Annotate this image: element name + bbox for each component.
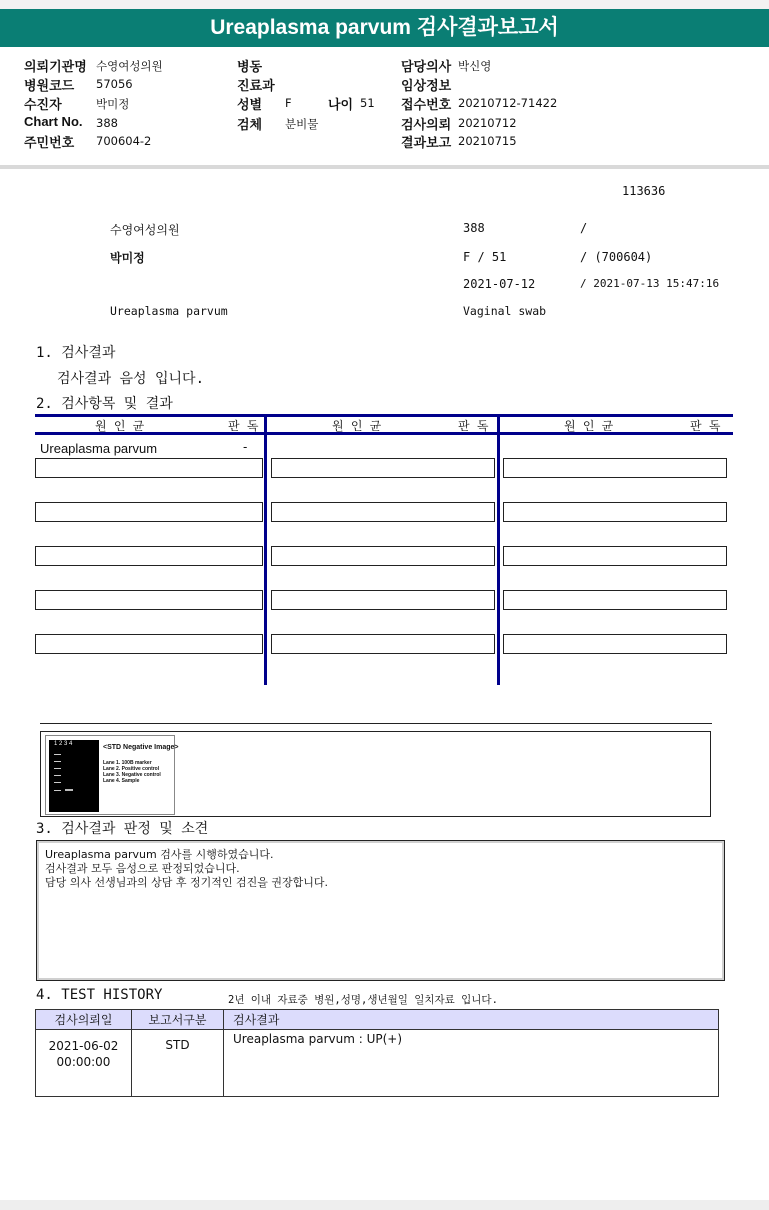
column-divider-2 — [497, 414, 500, 685]
gel-legend-lane4: Lane 4. Sample — [103, 778, 140, 784]
receipt-no-label: 접수번호 — [401, 97, 452, 112]
col3-pathogen-header: 원 인 균 — [564, 419, 614, 433]
gel-band — [54, 782, 61, 783]
gel-image-frame — [45, 735, 179, 815]
summary-resident: / (700604) — [580, 250, 653, 264]
col2-pathogen-header: 원 인 균 — [332, 419, 382, 433]
result-cell — [271, 546, 495, 566]
hospital-code-value: 57056 — [96, 77, 133, 91]
header-divider — [0, 165, 769, 169]
result-cell — [503, 458, 727, 478]
ward-label: 병동 — [237, 59, 263, 74]
doctor-value: 박신영 — [458, 59, 492, 73]
specimen-value: 분비물 — [285, 117, 319, 131]
hospital-code-label: 병원코드 — [24, 78, 75, 93]
gel-image — [49, 740, 99, 812]
table-row — [36, 1030, 719, 1097]
dept-label: 진료과 — [237, 78, 275, 93]
section1-title: 1. 검사결과 — [36, 345, 116, 361]
result-cell — [503, 546, 727, 566]
resident-no-label: 주민번호 — [24, 135, 75, 150]
summary-slash: / — [580, 221, 588, 235]
gel-legend-lane3: Lane 3. Negative control — [103, 772, 161, 778]
gel-legend-lane2: Lane 2. Positive control — [103, 766, 160, 772]
gel-band — [54, 790, 61, 791]
section1-result-text: 검사결과 음성 입니다. — [57, 371, 205, 387]
specimen-label: 검체 — [237, 117, 263, 132]
request-date-label: 검사의뢰 — [401, 117, 452, 132]
sex-value: F — [285, 96, 292, 110]
history-header-date: 검사의뢰일 — [36, 1010, 132, 1030]
history-header-type: 보고서구분 — [132, 1010, 224, 1030]
result-cell — [503, 590, 727, 610]
receipt-no-value: 20210712-71422 — [458, 96, 558, 110]
summary-sex-age: F / 51 — [463, 250, 507, 264]
gel-lane-numbers: 1 2 3 4 — [54, 741, 73, 747]
gel-band — [54, 761, 61, 762]
history-time: 00:00:00 — [56, 1055, 111, 1069]
result-cell — [35, 546, 263, 566]
col3-judgement-header: 판 독 — [690, 419, 721, 433]
summary-chart-no: 388 — [463, 221, 485, 235]
age-label: 나이 — [328, 97, 354, 112]
opinion-box — [36, 840, 725, 981]
result-cell — [35, 458, 263, 478]
result-cell — [271, 502, 495, 522]
chart-no-label: Chart No. — [24, 114, 83, 129]
gel-legend-lane1: Lane 1. 100B marker — [103, 760, 152, 766]
gel-caption: <STD Negative Image> — [103, 744, 179, 751]
clinical-info-label: 임상정보 — [401, 78, 452, 93]
patient-label: 수진자 — [24, 97, 62, 112]
result-judgement: - — [243, 439, 248, 454]
summary-id: 113636 — [622, 184, 666, 198]
summary-test-name: Ureaplasma parvum — [110, 304, 228, 318]
gel-image-panel — [40, 731, 711, 817]
gel-band — [54, 754, 61, 755]
history-header-result: 검사결과 — [224, 1010, 719, 1030]
summary-request-date: 2021-07-12 — [463, 277, 536, 291]
opinion-line: 담당 의사 선생님과의 상담 후 정기적인 검진을 권장합니다. — [45, 876, 328, 889]
history-header-row — [36, 1010, 719, 1030]
gel-band — [65, 789, 73, 791]
patient-value: 박미정 — [96, 97, 130, 111]
result-cell — [35, 634, 263, 654]
footer-strip — [0, 1200, 769, 1210]
col1-pathogen-header: 원 인 균 — [95, 419, 145, 433]
result-cell — [271, 590, 495, 610]
request-date-value: 20210712 — [458, 116, 517, 130]
result-cell — [503, 634, 727, 654]
history-result: Ureaplasma parvum : UP(+) — [224, 1030, 719, 1097]
col1-judgement-header: 판 독 — [228, 419, 259, 433]
result-cell — [271, 634, 495, 654]
report-title: Ureaplasma parvum 검사결과보고서 — [0, 9, 769, 47]
section2-title: 2. 검사항목 및 결과 — [36, 396, 173, 412]
institution-value: 수영여성의원 — [96, 59, 163, 73]
chart-no-value: 388 — [96, 116, 118, 130]
result-pathogen-name: Ureaplasma parvum — [40, 441, 158, 456]
image-panel-top-rule — [40, 723, 712, 724]
age-value: 51 — [360, 96, 375, 110]
resident-no-value: 700604-2 — [96, 134, 152, 148]
sex-label: 성별 — [237, 97, 263, 112]
col2-judgement-header: 판 독 — [458, 419, 489, 433]
summary-patient: 박미정 — [110, 251, 145, 265]
doctor-label: 담당의사 — [401, 59, 452, 74]
summary-report-datetime: / 2021-07-13 15:47:16 — [580, 277, 720, 290]
report-date-label: 결과보고 — [401, 135, 452, 150]
history-date: 2021-06-02 — [48, 1039, 119, 1053]
institution-label: 의뢰기관명 — [24, 59, 87, 74]
history-type: STD — [132, 1030, 224, 1097]
section3-title: 3. 검사결과 판정 및 소견 — [36, 821, 209, 837]
opinion-line: 검사결과 모두 음성으로 판정되었습니다. — [45, 862, 240, 875]
history-note: 2년 이내 자료중 병원,성명,생년월일 일치자료 입니다. — [228, 994, 498, 1006]
column-divider-1 — [264, 414, 267, 685]
result-cell — [35, 502, 263, 522]
section4-title: 4. TEST HISTORY — [36, 987, 163, 1003]
result-cell — [503, 502, 727, 522]
result-cell — [271, 458, 495, 478]
top-strip — [0, 0, 769, 9]
result-cell — [35, 590, 263, 610]
summary-institution: 수영여성의원 — [110, 223, 180, 237]
report-date-value: 20210715 — [458, 134, 517, 148]
summary-specimen: Vaginal swab — [463, 304, 547, 318]
history-table — [35, 1009, 719, 1097]
gel-band — [54, 775, 61, 776]
opinion-line: Ureaplasma parvum 검사를 시행하였습니다. — [45, 848, 274, 861]
gel-band — [54, 768, 61, 769]
history-date-cell — [36, 1030, 132, 1097]
